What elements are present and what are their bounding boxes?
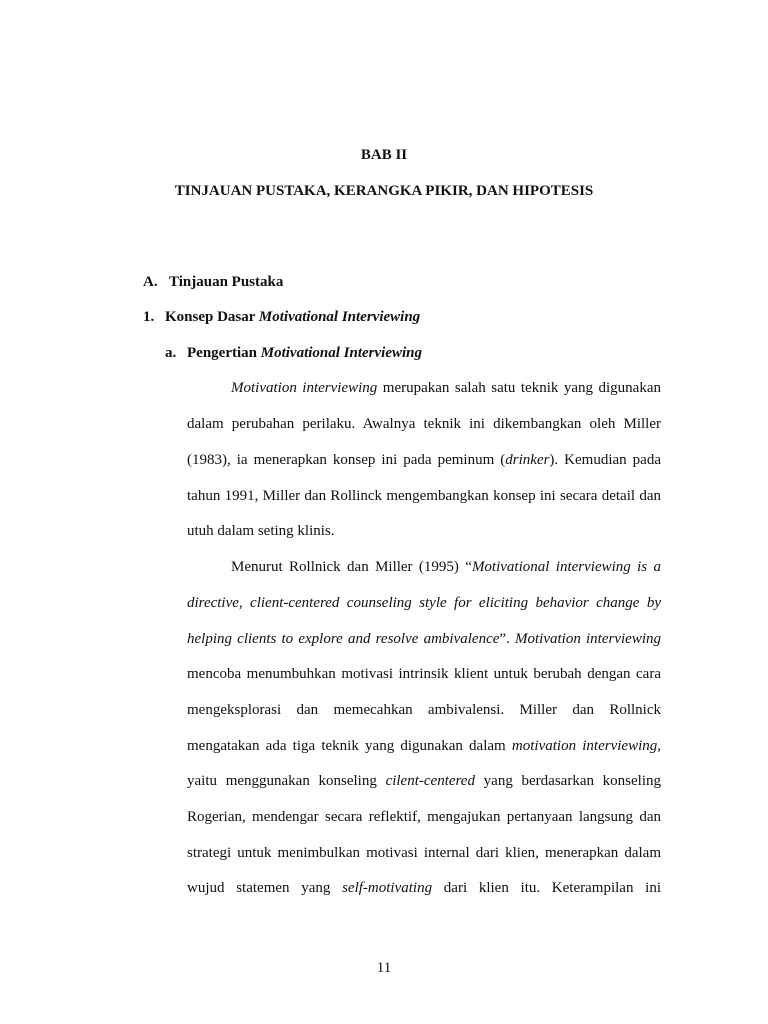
text-run: yaitu menggunakan konseling: [187, 773, 386, 789]
paragraph-line: [187, 450, 661, 470]
subsection-heading-a: [165, 343, 422, 363]
section-title: Konsep Dasar: [165, 309, 259, 325]
section-heading-a: [143, 272, 283, 292]
paragraph-line: [187, 736, 661, 756]
italic-term: self-motivating: [342, 880, 433, 896]
italic-term: drinker: [505, 452, 550, 468]
text-run: (1983), ia menerapkan konsep ini pada peminum (: [187, 452, 506, 468]
text-run: mencoba menumbuhkan motivasi intrinsik klient untuk berubah dengan cara: [187, 666, 661, 682]
text-run: ”.: [499, 631, 515, 647]
chapter-label: BAB II: [360, 147, 408, 163]
paragraph-line: [187, 629, 661, 649]
subsection-title: Pengertian: [187, 345, 261, 361]
section-marker: A.: [143, 274, 158, 290]
section-title: Tinjauan Pustaka: [169, 274, 284, 290]
italic-term: cilent-centered: [385, 773, 475, 789]
text-run: strategi untuk menimbulkan motivasi internal dari klien, menerapkan dalam: [187, 845, 661, 861]
paragraph-line: [187, 664, 661, 684]
paragraph-line: [187, 843, 661, 863]
paragraph-line: [187, 878, 661, 898]
text-run: Rogerian, mendengar secara reflektif, mengajukan pertanyaan langsung dan: [187, 809, 661, 825]
text-run: tahun 1991, Miller dan Rollinck mengembangkan konsep ini secara detail dan: [187, 488, 661, 504]
subsection-title-italic: Motivational Interviewing: [260, 345, 422, 361]
paragraph-line: [187, 486, 661, 506]
page-number: 11: [376, 960, 392, 976]
text-run: utuh dalam seting klinis.: [187, 523, 335, 539]
paragraph-line: [187, 593, 661, 613]
text-run: dari klien itu. Keterampilan ini: [432, 880, 661, 896]
italic-term: Motivation interviewing: [515, 631, 661, 647]
text-run: wujud statemen yang: [187, 880, 343, 896]
paragraph-line: [231, 557, 661, 577]
paragraph-line: [187, 414, 661, 434]
italic-quote: Motivational interviewing is a: [471, 559, 662, 575]
section-title-italic: Motivational Interviewing: [258, 309, 421, 325]
italic-quote: helping clients to explore and resolve ambivalence: [187, 631, 500, 647]
italic-term: Motivation interviewing: [231, 380, 378, 396]
text-run: dalam perubahan perilaku. Awalnya teknik ini dikembangkan oleh Miller: [187, 416, 661, 432]
paragraph-line: [231, 378, 661, 398]
text-run: yang berdasarkan konseling: [474, 773, 662, 789]
section-heading-1: [143, 307, 420, 327]
paragraph-line: [187, 807, 661, 827]
text-run: ). Kemudian pada: [549, 452, 661, 468]
text-run: merupakan salah satu teknik yang digunakan: [377, 380, 661, 396]
chapter-title: TINJAUAN PUSTAKA, KERANGKA PIKIR, DAN HIPOTESIS: [174, 183, 594, 199]
italic-quote: directive, client-centered counseling style for eliciting behavior change by: [187, 595, 661, 611]
text-run: mengeksplorasi dan memecahkan ambivalensi. Miller dan Rollnick: [187, 702, 661, 718]
italic-term: motivation interviewing: [511, 738, 658, 754]
text-run: ,: [657, 738, 661, 754]
text-run: Menurut Rollnick dan Miller (1995) “: [231, 559, 472, 575]
paragraph-line: [187, 700, 661, 720]
text-run: mengatakan ada tiga teknik yang digunakan dalam: [187, 738, 512, 754]
paragraph-line: [187, 521, 661, 541]
paragraph-line: [187, 771, 661, 791]
subsection-marker: a.: [165, 345, 177, 361]
section-marker: 1.: [143, 309, 155, 325]
